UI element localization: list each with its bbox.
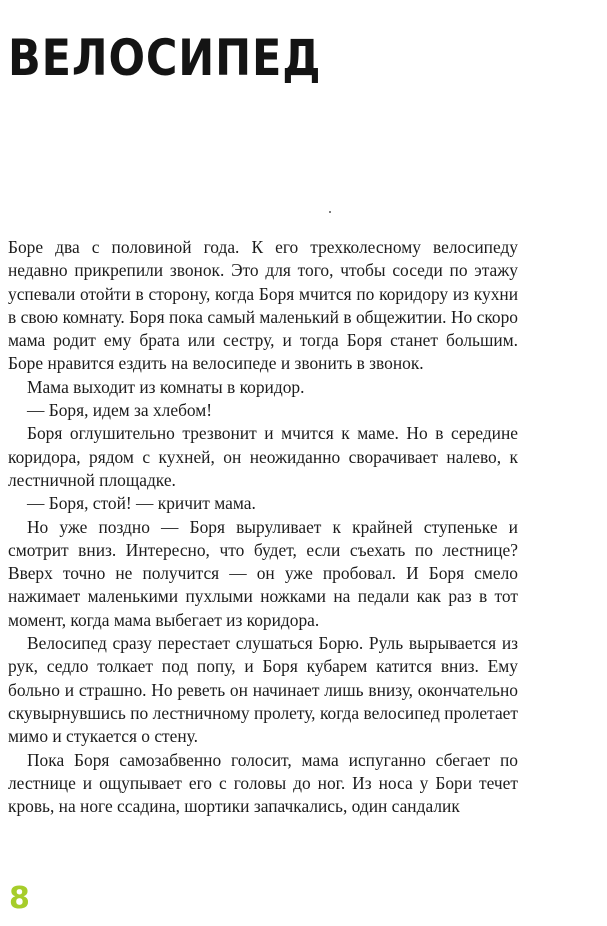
paragraph: Боря оглушительно трезвонит и мчится к маме. Но в середине коридора, рядом с кухней, он неожиданно сворачивает налево, к лестничной площадке. [8, 423, 518, 490]
page-title: ВЕЛОСИПЕД [8, 29, 322, 87]
paragraph: Пока Боря самозабвенно голосит, мама испуганно сбегает по лестнице и ощупывает его с головы до ног. Из носа у Бори течет кровь, на ноге ссадина, шортики запачкались, один сандалик [8, 749, 518, 817]
body-text [8, 236, 518, 818]
page-number: 8 [9, 881, 30, 916]
paragraph: Но уже поздно — Боря выруливает к крайней ступеньке и смотрит вниз. Интересно, что будет, если съехать по лестнице? Вверх точно не получится — он уже пробовал. И Боря смело нажимает маленькими пухлыми ножками на педали как раз в тот момент, когда мама выбегает из коридора. [8, 516, 518, 630]
paragraph: Велосипед сразу перестает слушаться Борю. Руль вырывается из рук, седло толкает под попу, и Боря кубарем катится вниз. Ему больно и страшно. Но реветь он начинает лишь внизу, окончательно скувырнувшись по лестничному пролету, когда велосипед пролетает мимо и стукается о стену. [8, 633, 518, 747]
paragraph: — Боря, стой! — кричит мама. [27, 493, 256, 514]
paragraph: Мама выходит из комнаты в коридор. [27, 376, 305, 397]
paragraph: Боре два с половиной года. К его трехколесному велосипеду недавно прикрепили звонок. Это для того, чтобы соседи по этажу успевали отойти в сторону, когда Боря мчится по коридору из кухни в свою комнату. Боря пока самый маленький в общежитии. Но скоро мама родит ему брата или сестру, и тогда Боря станет большим. Боре нравится ездить на велосипеде и звонить в звонок. [8, 237, 518, 374]
decorative-dot [329, 211, 331, 213]
paragraph: — Боря, идем за хлебом! [27, 400, 213, 421]
